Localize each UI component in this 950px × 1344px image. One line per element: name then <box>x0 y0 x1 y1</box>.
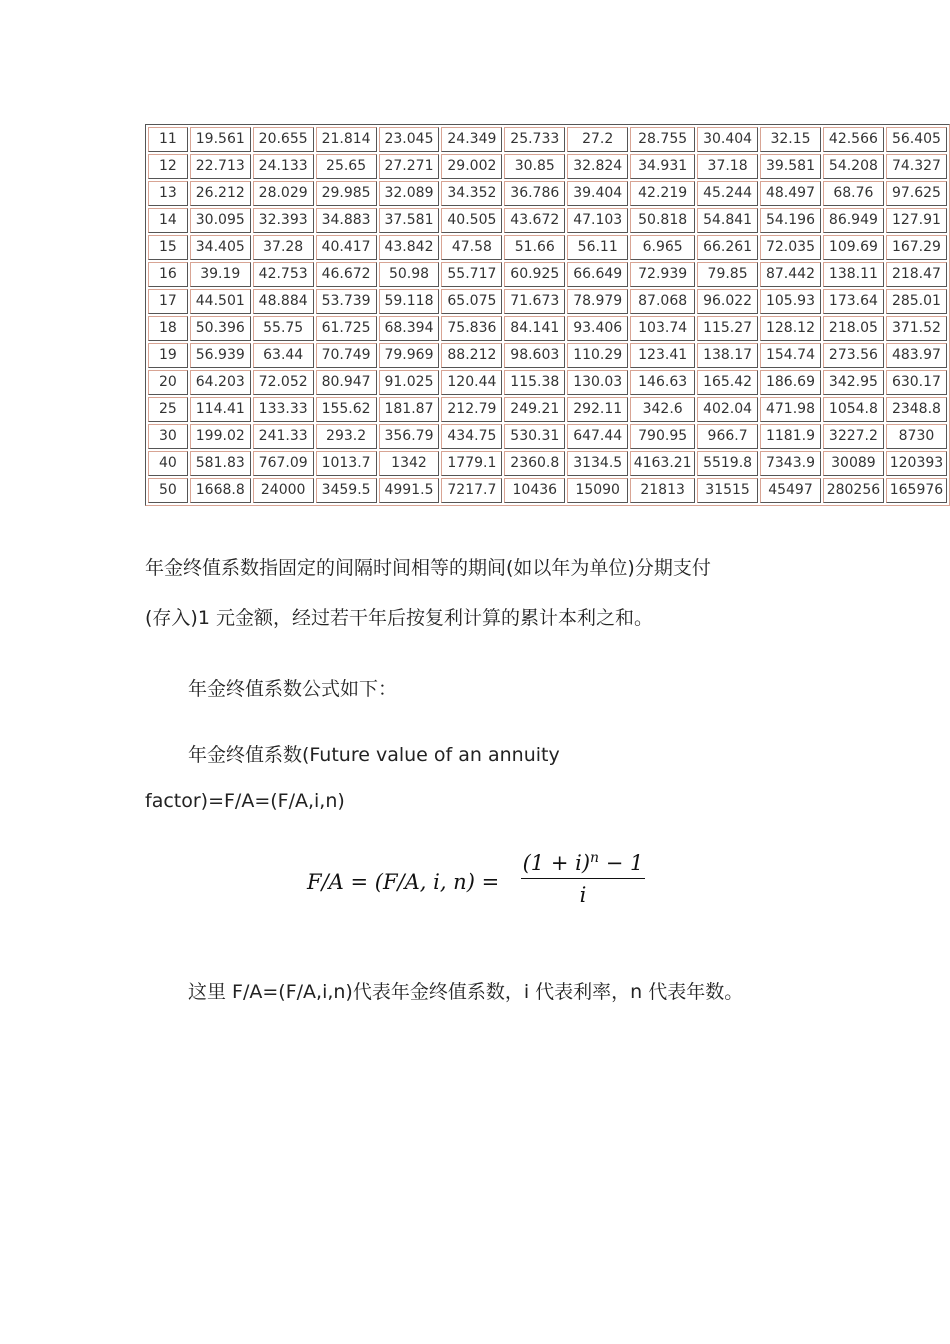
factor-cell: 342.95 <box>823 370 884 395</box>
factor-cell: 110.29 <box>567 343 628 368</box>
table-row <box>148 154 947 179</box>
table-row <box>148 181 947 206</box>
factor-cell: 20.655 <box>253 127 314 152</box>
factor-cell: 630.17 <box>886 370 947 395</box>
factor-cell: 120393 <box>886 451 947 476</box>
factor-cell: 25.733 <box>504 127 565 152</box>
factor-cell: 80.947 <box>316 370 377 395</box>
factor-cell: 3459.5 <box>316 478 377 503</box>
factor-cell: 87.442 <box>760 262 821 287</box>
factor-cell: 30.095 <box>190 208 251 233</box>
period-cell: 12 <box>148 154 188 179</box>
factor-cell: 181.87 <box>379 397 440 422</box>
factor-cell: 1668.8 <box>190 478 251 503</box>
factor-cell: 43.672 <box>504 208 565 233</box>
factor-cell: 167.29 <box>886 235 947 260</box>
formula-numerator-tail: − 1 <box>599 851 644 875</box>
factor-cell: 78.979 <box>567 289 628 314</box>
factor-cell: 23.045 <box>379 127 440 152</box>
factor-cell: 47.58 <box>441 235 502 260</box>
factor-cell: 32.15 <box>760 127 821 152</box>
factor-cell: 60.925 <box>504 262 565 287</box>
factor-cell: 34.883 <box>316 208 377 233</box>
factor-cell: 24.133 <box>253 154 314 179</box>
factor-cell: 966.7 <box>697 424 758 449</box>
table-row <box>148 127 947 152</box>
factor-cell: 88.212 <box>441 343 502 368</box>
factor-cell: 165976 <box>886 478 947 503</box>
period-cell: 13 <box>148 181 188 206</box>
factor-cell: 44.501 <box>190 289 251 314</box>
factor-cell: 39.404 <box>567 181 628 206</box>
factor-cell: 39.581 <box>760 154 821 179</box>
factor-cell: 10436 <box>504 478 565 503</box>
factor-cell: 22.713 <box>190 154 251 179</box>
factor-cell: 86.949 <box>823 208 884 233</box>
factor-cell: 37.28 <box>253 235 314 260</box>
factor-cell: 15090 <box>567 478 628 503</box>
factor-cell: 127.91 <box>886 208 947 233</box>
factor-cell: 96.022 <box>697 289 758 314</box>
factor-cell: 98.603 <box>504 343 565 368</box>
factor-cell: 46.672 <box>316 262 377 287</box>
factor-cell: 530.31 <box>504 424 565 449</box>
factor-cell: 40.505 <box>441 208 502 233</box>
period-cell: 15 <box>148 235 188 260</box>
factor-cell: 64.203 <box>190 370 251 395</box>
factor-cell: 48.497 <box>760 181 821 206</box>
factor-cell: 218.47 <box>886 262 947 287</box>
factor-cell: 138.11 <box>823 262 884 287</box>
formula-numerator-base: (1 + i) <box>522 851 591 875</box>
factor-cell: 1779.1 <box>441 451 502 476</box>
factor-cell: 28.029 <box>253 181 314 206</box>
factor-cell: 32.824 <box>567 154 628 179</box>
period-cell: 11 <box>148 127 188 152</box>
period-cell: 20 <box>148 370 188 395</box>
factor-cell: 6.965 <box>630 235 695 260</box>
factor-cell: 402.04 <box>697 397 758 422</box>
period-cell: 19 <box>148 343 188 368</box>
factor-cell: 27.2 <box>567 127 628 152</box>
factor-cell: 581.83 <box>190 451 251 476</box>
factor-cell: 56.11 <box>567 235 628 260</box>
factor-cell: 130.03 <box>567 370 628 395</box>
period-cell: 30 <box>148 424 188 449</box>
factor-cell: 115.38 <box>504 370 565 395</box>
factor-cell: 55.75 <box>253 316 314 341</box>
factor-cell: 29.002 <box>441 154 502 179</box>
table-row <box>148 397 947 422</box>
period-cell: 40 <box>148 451 188 476</box>
factor-cell: 105.93 <box>760 289 821 314</box>
factor-cell: 21.814 <box>316 127 377 152</box>
factor-cell: 109.69 <box>823 235 884 260</box>
annuity-factor-table <box>145 124 950 506</box>
definition-line-1: 年金终值系数指固定的间隔时间相等的期间(如以年为单位)分期支付 <box>145 557 711 579</box>
table-row <box>148 424 947 449</box>
factor-cell: 72.035 <box>760 235 821 260</box>
factor-cell: 75.836 <box>441 316 502 341</box>
formula-fraction <box>521 850 645 907</box>
factor-cell: 65.075 <box>441 289 502 314</box>
factor-cell: 30.404 <box>697 127 758 152</box>
formula-intro: 年金终值系数公式如下： <box>188 678 398 700</box>
table-row <box>148 235 947 260</box>
factor-cell: 5519.8 <box>697 451 758 476</box>
factor-cell: 25.65 <box>316 154 377 179</box>
factor-cell: 54.208 <box>823 154 884 179</box>
factor-cell: 59.118 <box>379 289 440 314</box>
factor-cell: 4163.21 <box>630 451 695 476</box>
factor-cell: 199.02 <box>190 424 251 449</box>
factor-cell: 87.068 <box>630 289 695 314</box>
factor-cell: 63.44 <box>253 343 314 368</box>
table-row <box>148 316 947 341</box>
factor-cell: 39.19 <box>190 262 251 287</box>
factor-cell: 2348.8 <box>886 397 947 422</box>
table-row <box>148 208 947 233</box>
factor-cell: 42.753 <box>253 262 314 287</box>
factor-cell: 1013.7 <box>316 451 377 476</box>
factor-cell: 29.985 <box>316 181 377 206</box>
factor-cell: 66.261 <box>697 235 758 260</box>
period-cell: 14 <box>148 208 188 233</box>
factor-cell: 34.352 <box>441 181 502 206</box>
factor-cell: 54.196 <box>760 208 821 233</box>
table-body <box>148 127 947 503</box>
factor-cell: 154.74 <box>760 343 821 368</box>
factor-cell: 51.66 <box>504 235 565 260</box>
factor-cell: 31515 <box>697 478 758 503</box>
factor-cell: 45497 <box>760 478 821 503</box>
factor-cell: 483.97 <box>886 343 947 368</box>
factor-cell: 24000 <box>253 478 314 503</box>
factor-cell: 114.41 <box>190 397 251 422</box>
formula-name-line-2: factor)=F/A=(F/A,i,n) <box>145 790 345 812</box>
table-row <box>148 370 947 395</box>
factor-cell: 43.842 <box>379 235 440 260</box>
factor-cell: 103.74 <box>630 316 695 341</box>
formula-denominator: i <box>579 883 587 907</box>
factor-cell: 115.27 <box>697 316 758 341</box>
factor-cell: 24.349 <box>441 127 502 152</box>
factor-cell: 1054.8 <box>823 397 884 422</box>
factor-cell: 249.21 <box>504 397 565 422</box>
factor-cell: 36.786 <box>504 181 565 206</box>
factor-cell: 93.406 <box>567 316 628 341</box>
factor-cell: 120.44 <box>441 370 502 395</box>
annuity-formula <box>307 850 647 916</box>
factor-cell: 434.75 <box>441 424 502 449</box>
factor-cell: 28.755 <box>630 127 695 152</box>
factor-cell: 123.41 <box>630 343 695 368</box>
factor-cell: 133.33 <box>253 397 314 422</box>
factor-cell: 68.394 <box>379 316 440 341</box>
period-cell: 16 <box>148 262 188 287</box>
factor-cell: 50.818 <box>630 208 695 233</box>
factor-cell: 66.649 <box>567 262 628 287</box>
factor-cell: 27.271 <box>379 154 440 179</box>
factor-cell: 173.64 <box>823 289 884 314</box>
table-row <box>148 343 947 368</box>
factor-cell: 26.212 <box>190 181 251 206</box>
factor-cell: 79.85 <box>697 262 758 287</box>
factor-cell: 7217.7 <box>441 478 502 503</box>
formula-lhs: F/A = (F/A, i, n) = <box>307 870 500 894</box>
factor-cell: 68.76 <box>823 181 884 206</box>
factor-cell: 56.939 <box>190 343 251 368</box>
factor-cell: 356.79 <box>379 424 440 449</box>
factor-cell: 56.405 <box>886 127 947 152</box>
formula-numerator <box>521 850 645 875</box>
factor-cell: 61.725 <box>316 316 377 341</box>
factor-cell: 74.327 <box>886 154 947 179</box>
factor-cell: 48.884 <box>253 289 314 314</box>
factor-cell: 165.42 <box>697 370 758 395</box>
factor-cell: 241.33 <box>253 424 314 449</box>
factor-cell: 32.089 <box>379 181 440 206</box>
factor-cell: 34.931 <box>630 154 695 179</box>
factor-cell: 1342 <box>379 451 440 476</box>
factor-cell: 767.09 <box>253 451 314 476</box>
factor-cell: 37.581 <box>379 208 440 233</box>
factor-cell: 7343.9 <box>760 451 821 476</box>
factor-cell: 8730 <box>886 424 947 449</box>
factor-cell: 273.56 <box>823 343 884 368</box>
fraction-bar <box>521 878 645 879</box>
factor-cell: 54.841 <box>697 208 758 233</box>
factor-cell: 50.98 <box>379 262 440 287</box>
factor-cell: 47.103 <box>567 208 628 233</box>
definition-line-2: (存入)1 元金额，经过若干年后按复利计算的累计本利之和。 <box>145 607 653 629</box>
factor-cell: 21813 <box>630 478 695 503</box>
period-cell: 18 <box>148 316 188 341</box>
factor-cell: 342.6 <box>630 397 695 422</box>
factor-cell: 72.052 <box>253 370 314 395</box>
table-row <box>148 478 947 503</box>
factor-cell: 71.673 <box>504 289 565 314</box>
factor-cell: 146.63 <box>630 370 695 395</box>
formula-exponent: n <box>590 850 600 866</box>
variable-explanation: 这里 F/A=(F/A,i,n)代表年金终值系数，i 代表利率，n 代表年数。 <box>188 981 744 1003</box>
factor-cell: 70.749 <box>316 343 377 368</box>
factor-cell: 3134.5 <box>567 451 628 476</box>
factor-cell: 1181.9 <box>760 424 821 449</box>
factor-cell: 72.939 <box>630 262 695 287</box>
factor-cell: 34.405 <box>190 235 251 260</box>
table-row <box>148 289 947 314</box>
factor-cell: 53.739 <box>316 289 377 314</box>
factor-cell: 292.11 <box>567 397 628 422</box>
factor-cell: 55.717 <box>441 262 502 287</box>
factor-cell: 32.393 <box>253 208 314 233</box>
table-row <box>148 451 947 476</box>
factor-cell: 40.417 <box>316 235 377 260</box>
factor-cell: 280256 <box>823 478 884 503</box>
formula-name-line-1: 年金终值系数(Future value of an annuity <box>188 744 560 766</box>
factor-cell: 138.17 <box>697 343 758 368</box>
period-cell: 25 <box>148 397 188 422</box>
factor-cell: 42.219 <box>630 181 695 206</box>
factor-cell: 30.85 <box>504 154 565 179</box>
factor-cell: 371.52 <box>886 316 947 341</box>
factor-cell: 84.141 <box>504 316 565 341</box>
factor-cell: 42.566 <box>823 127 884 152</box>
table-row <box>148 262 947 287</box>
factor-cell: 50.396 <box>190 316 251 341</box>
factor-cell: 293.2 <box>316 424 377 449</box>
period-cell: 17 <box>148 289 188 314</box>
factor-cell: 37.18 <box>697 154 758 179</box>
factor-cell: 790.95 <box>630 424 695 449</box>
factor-cell: 212.79 <box>441 397 502 422</box>
factor-cell: 97.625 <box>886 181 947 206</box>
factor-cell: 45.244 <box>697 181 758 206</box>
factor-cell: 155.62 <box>316 397 377 422</box>
period-cell: 50 <box>148 478 188 503</box>
factor-cell: 128.12 <box>760 316 821 341</box>
factor-cell: 3227.2 <box>823 424 884 449</box>
factor-cell: 19.561 <box>190 127 251 152</box>
factor-cell: 647.44 <box>567 424 628 449</box>
factor-cell: 285.01 <box>886 289 947 314</box>
factor-cell: 79.969 <box>379 343 440 368</box>
factor-cell: 4991.5 <box>379 478 440 503</box>
factor-cell: 186.69 <box>760 370 821 395</box>
factor-cell: 218.05 <box>823 316 884 341</box>
factor-cell: 471.98 <box>760 397 821 422</box>
factor-cell: 91.025 <box>379 370 440 395</box>
factor-cell: 2360.8 <box>504 451 565 476</box>
factor-cell: 30089 <box>823 451 884 476</box>
